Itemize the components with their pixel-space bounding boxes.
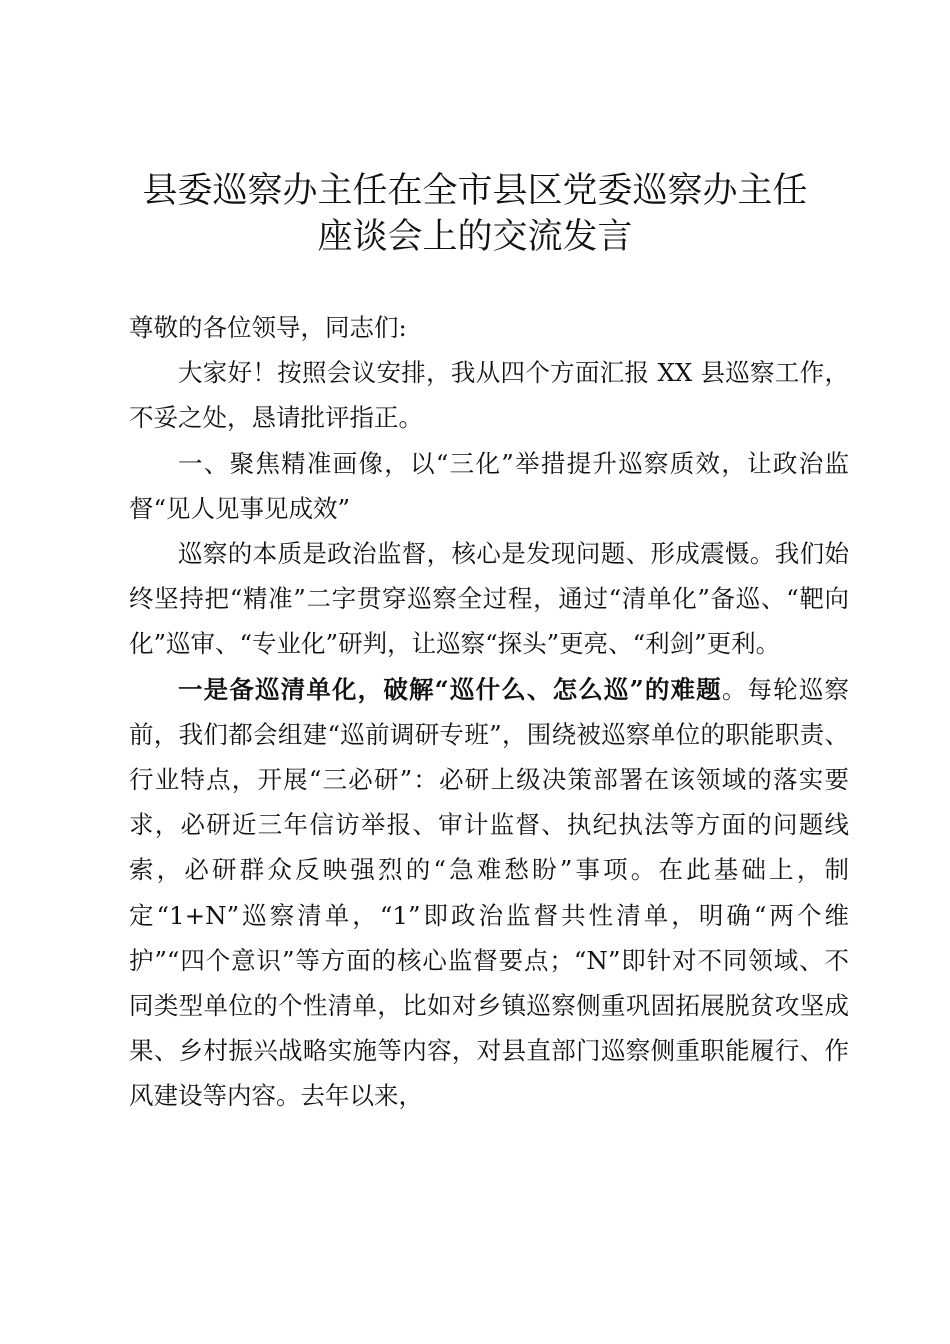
title-line-2: 座谈会上的交流发言 (317, 217, 633, 257)
document-body (129, 305, 849, 1119)
greeting-paragraph: 大家好！按照会议安排，我从四个方面汇报 XX 县巡察工作，不妥之处，恳请批评指正。 (129, 358, 849, 433)
point-1-body: 。每轮巡察前，我们都会组建“巡前调研专班”，围绕被巡察单位的职能职责、行业特点，开展“三必研”：必研上级决策部署在该领域的落实要求，必研近三年信访举报、审计监督、执纪执法等方面的问题线索，必研群众反映强烈的“急难愁盼”事项。在此基础上，制定“1+N”巡察清单，“1”即政治监督共性清单，明确“两个维护”“四个意识”等方面的核心监督要点；“N”即针对不同领域、不同类型单位的个性清单，比如对乡镇巡察侧重巩固拓展脱贫攻坚成果、乡村振兴战略实施等内容，对县直部门巡察侧重职能履行、作风建设等内容。去年以来， (129, 674, 850, 1111)
essence-paragraph: 巡察的本质是政治监督，核心是发现问题、形成震慑。我们始终坚持把“精准”二字贯穿巡察全过程，通过“清单化”备巡、“靶向化”巡审、“专业化”研判，让巡察“探头”更亮、“利剑”更利。 (129, 539, 849, 659)
point-1-lead: 一是备巡清单化，破解“巡什么、怎么巡”的难题 (178, 674, 722, 704)
title-line-1: 县委巡察办主任在全市县区党委巡察办主任 (142, 171, 808, 211)
document-title (100, 168, 850, 260)
point-1-paragraph (129, 667, 849, 1119)
section-heading-1: 一、聚焦精准画像，以“三化”举措提升巡察质效，让政治监督“见人见事见成效” (129, 448, 849, 523)
salutation: 尊敬的各位领导，同志们: (129, 313, 407, 342)
